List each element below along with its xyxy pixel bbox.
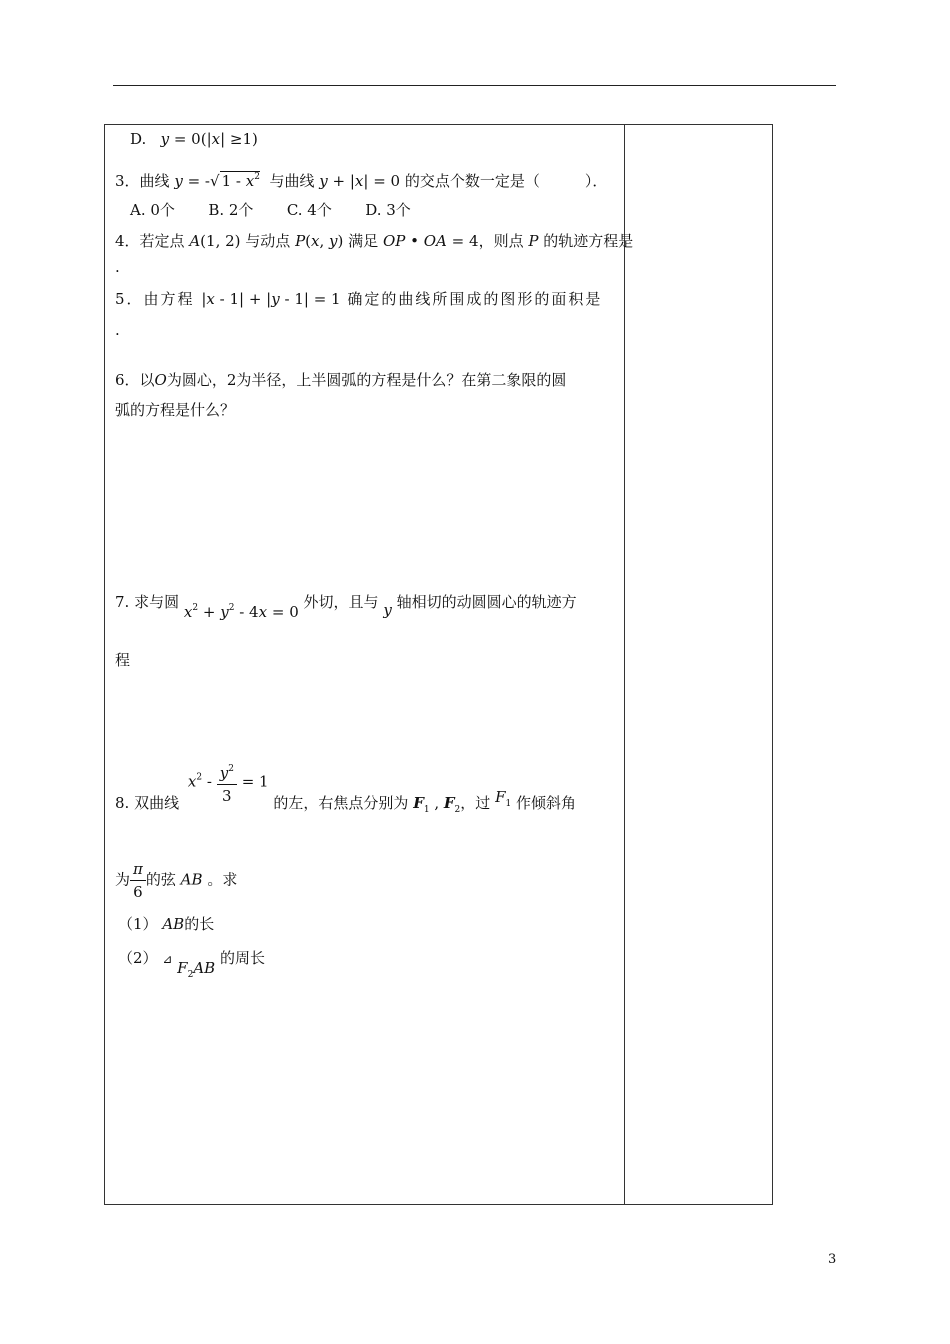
content-table [104,124,773,1205]
q3-option-d: D. 3个 [365,201,411,219]
question-4-blank: . [115,258,120,276]
question-5-blank: . [115,321,120,339]
question-4: 4．若定点 A(1, 2) 与动点 P(x, y) 满足 OP • OA = 4，则点 P 的轨迹方程是 [115,232,634,250]
question-3: 3．曲线 y = -√ $1 - x^2$ 与曲线 y + |x| = 0 的交点个数一定是（ ）． [115,172,608,190]
q2-option-d: D. y = 0(|x| ≥1) [130,130,258,148]
question-8-part-1: （1） AB的长 [118,915,215,933]
q3-option-a: A. 0个 [130,201,175,219]
question-3-options [130,200,411,220]
question-7: 7. 求与圆 $x^2 + y^2 - 4x = 0$ 外切，且与 y 轴相切的动圆圆心的轨迹方 [115,593,577,621]
question-8-part-2: （2） ⊿ $F_2AB$ 的周长 [118,949,265,980]
triangle-symbol: ⊿ [162,952,173,966]
question-6-line2: 弧的方程是什么？ [115,401,236,419]
question-7-line2: 程 [115,651,131,669]
question-5: 5．由方程 |x - 1| + |y - 1| = 1 确定的曲线所围成的图形的面积是 [115,290,603,308]
question-8-line2: 为 $\frac{\pi}{6}$ 的弦 AB 。求 [115,860,238,901]
q3-option-c: C. 4个 [286,201,332,219]
question-8: 8. 双曲线 $x^2$ - $\frac{y^2}{3}$ = 1 的左，右焦点分别为 $F_1$ , $F_2$，过 $F_1$ 作倾斜角 [115,758,576,807]
page-number: 3 [828,1252,837,1267]
table-column-divider [624,124,625,1205]
question-6: 6．以O为圆心，2为半径，上半圆弧的方程是什么？在第二象限的圆 [115,371,567,389]
q3-option-b: B. 2个 [208,201,254,219]
header-rule [113,85,836,86]
